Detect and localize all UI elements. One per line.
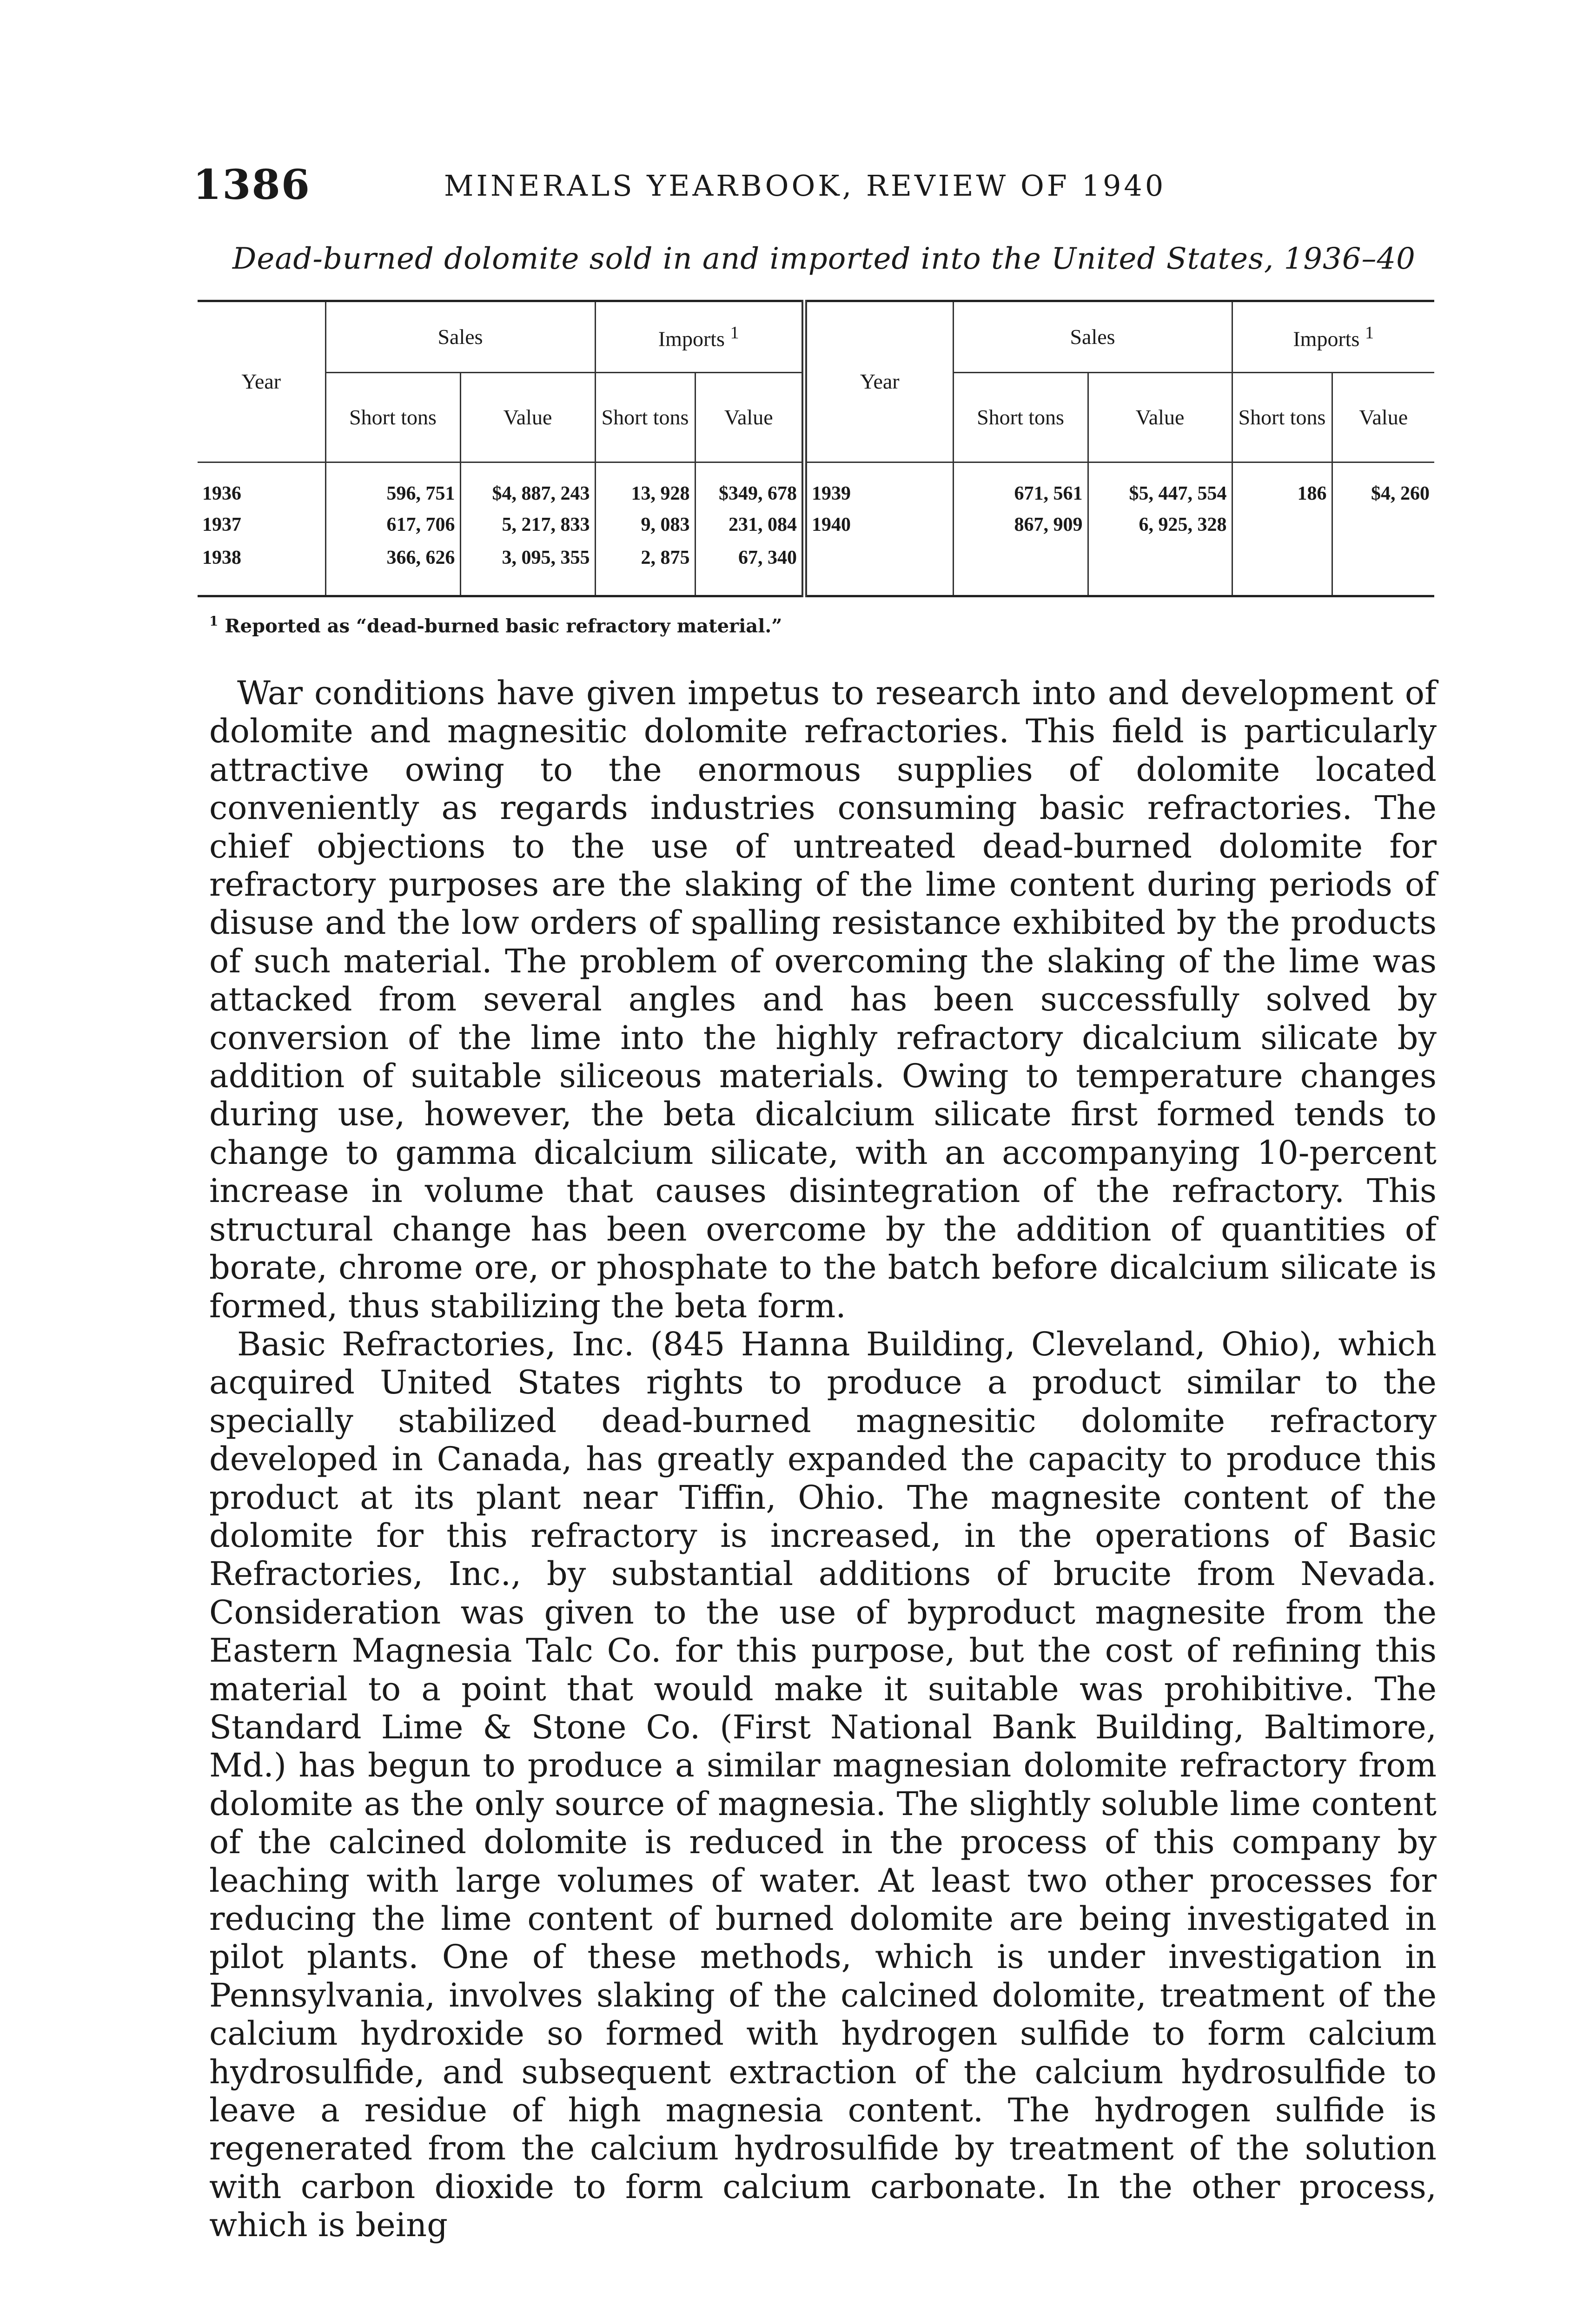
sales-value-cell: $5, 447, 554 xyxy=(1088,462,1232,511)
paragraph: War conditions have given impetus to research into and development of dolomite and magnesitic dolomite refractories. This field is particularly attractive owing to the enormous supplies of dolomite located conveniently as regards industries consuming basic refractories. The chief objections to the use of untreated dead-burned dolomite for refractory purposes are the slaking of the lime content during periods of disuse and the low orders of spalling resistance exhibited by the products of such material. The problem of overcoming the slaking of the lime was attacked from several angles and has been successfully solved by conversion of the lime into the highly refractory dicalcium silicate by addition of suitable siliceous materials. Owing to temperature changes during use, however, the beta dicalcium silicate first formed tends to change to gamma dicalcium silicate, with an accompanying 10-percent increase in volume that causes disintegration of the refractory. This structural change has been overcome by the addition of quantities of borate, chrome ore, or phosphate to the batch before dicalcium silicate is formed, thus stabilizing the beta form. xyxy=(209,674,1437,1325)
page-number: 1386 xyxy=(193,160,311,209)
imports-value-cell: $4, 260 xyxy=(1332,462,1434,511)
year-cell: 1938 xyxy=(202,547,241,568)
sales-tons-cell: 596, 751 xyxy=(325,462,460,511)
short-tons-header: Short tons xyxy=(325,373,460,462)
imports-header-right: Imports $^1$ xyxy=(1232,301,1434,373)
sales-value-cell: 6, 925, 328 xyxy=(1088,510,1232,539)
running-head xyxy=(193,160,1425,211)
sales-header-right: Sales xyxy=(953,301,1232,373)
year-cell: 1940 xyxy=(804,510,953,539)
year-cell: 1936 xyxy=(202,483,241,504)
sales-value-cell: 3, 095, 355 xyxy=(460,539,595,596)
sales-value-cell: 5, 217, 833 xyxy=(460,510,595,539)
body-text xyxy=(209,674,1437,2245)
year-header-left: Year xyxy=(198,301,325,462)
running-title: MINERALS YEARBOOK, REVIEW OF 1940 xyxy=(444,169,1166,203)
imports-header-left: Imports $^1$ xyxy=(595,301,804,373)
footnote-text: Reported as “dead-burned basic refractory material.” xyxy=(225,615,782,637)
sales-tons-cell: 617, 706 xyxy=(325,510,460,539)
short-tons-header: Short tons xyxy=(953,373,1088,462)
imports-tons-cell xyxy=(1232,539,1332,596)
sales-tons-cell xyxy=(953,539,1088,596)
year-cell: 1939 xyxy=(804,462,953,511)
sales-tons-cell: 867, 909 xyxy=(953,510,1088,539)
sales-tons-cell: 671, 561 xyxy=(953,462,1088,511)
imports-value-cell: 67, 340 xyxy=(695,539,804,596)
table-footnote xyxy=(209,614,782,637)
value-header: Value xyxy=(1332,373,1434,462)
value-header: Value xyxy=(1088,373,1232,462)
imports-tons-cell: 9, 083 xyxy=(595,510,695,539)
table-caption: Dead-burned dolomite sold in and imported into the United States, 1936–40 xyxy=(232,242,1416,276)
value-header: Value xyxy=(695,373,804,462)
sales-tons-cell: 366, 626 xyxy=(325,539,460,596)
imports-value-cell xyxy=(1332,510,1434,539)
footnote-mark: 1 xyxy=(209,614,219,629)
dolomite-table xyxy=(198,300,1434,597)
imports-tons-cell: 2, 875 xyxy=(595,539,695,596)
sales-value-cell: $4, 887, 243 xyxy=(460,462,595,511)
imports-tons-cell xyxy=(1232,510,1332,539)
sales-value-cell xyxy=(1088,539,1232,596)
imports-value-cell xyxy=(1332,539,1434,596)
year-cell xyxy=(804,539,953,596)
year-header-right: Year xyxy=(804,301,953,462)
sales-header-left: Sales xyxy=(325,301,595,373)
imports-tons-cell: 13, 928 xyxy=(595,462,695,511)
imports-tons-cell: 186 xyxy=(1232,462,1332,511)
imports-value-cell: $349, 678 xyxy=(695,462,804,511)
year-cell: 1937 xyxy=(202,514,241,535)
table-row xyxy=(198,539,1434,596)
short-tons-header: Short tons xyxy=(595,373,695,462)
table-row xyxy=(198,510,1434,539)
imports-value-cell: 231, 084 xyxy=(695,510,804,539)
value-header: Value xyxy=(460,373,595,462)
short-tons-header: Short tons xyxy=(1232,373,1332,462)
paragraph: Basic Refractories, Inc. (845 Hanna Building, Cleveland, Ohio), which acquired United States rights to produce a product similar to the specially stabilized dead-burned magnesitic dolomite refractory developed in Canada, has greatly expanded the capacity to produce this product at its plant near Tiffin, Ohio. The magnesite content of the dolomite for this refractory is increased, in the operations of Basic Refractories, Inc., by substantial additions of brucite from Nevada. Consideration was given to the use of byproduct magnesite from the Eastern Magnesia Talc Co. for this purpose, but the cost of refining this material to a point that would make it suitable was prohibitive. The Standard Lime & Stone Co. (First National Bank Building, Baltimore, Md.) has begun to produce a similar magnesian dolomite refractory from dolomite as the only source of magnesia. The slightly soluble lime content of the calcined dolomite is reduced in the process of this company by leaching with large volumes of water. At least two other processes for reducing the lime content of burned dolomite are being investigated in pilot plants. One of these methods, which is under investigation in Pennsylvania, involves slaking of the calcined dolomite, treatment of the calcium hydroxide so formed with hydrogen sulfide to form calcium hydrosulfide, and subsequent extraction of the calcium hydrosulfide to leave a residue of high magnesia content. The hydrogen sulfide is regenerated from the calcium hydrosulfide by treatment of the solution with carbon dioxide to form calcium carbonate. In the other process, which is being xyxy=(209,1325,1437,2245)
table-row xyxy=(198,462,1434,511)
